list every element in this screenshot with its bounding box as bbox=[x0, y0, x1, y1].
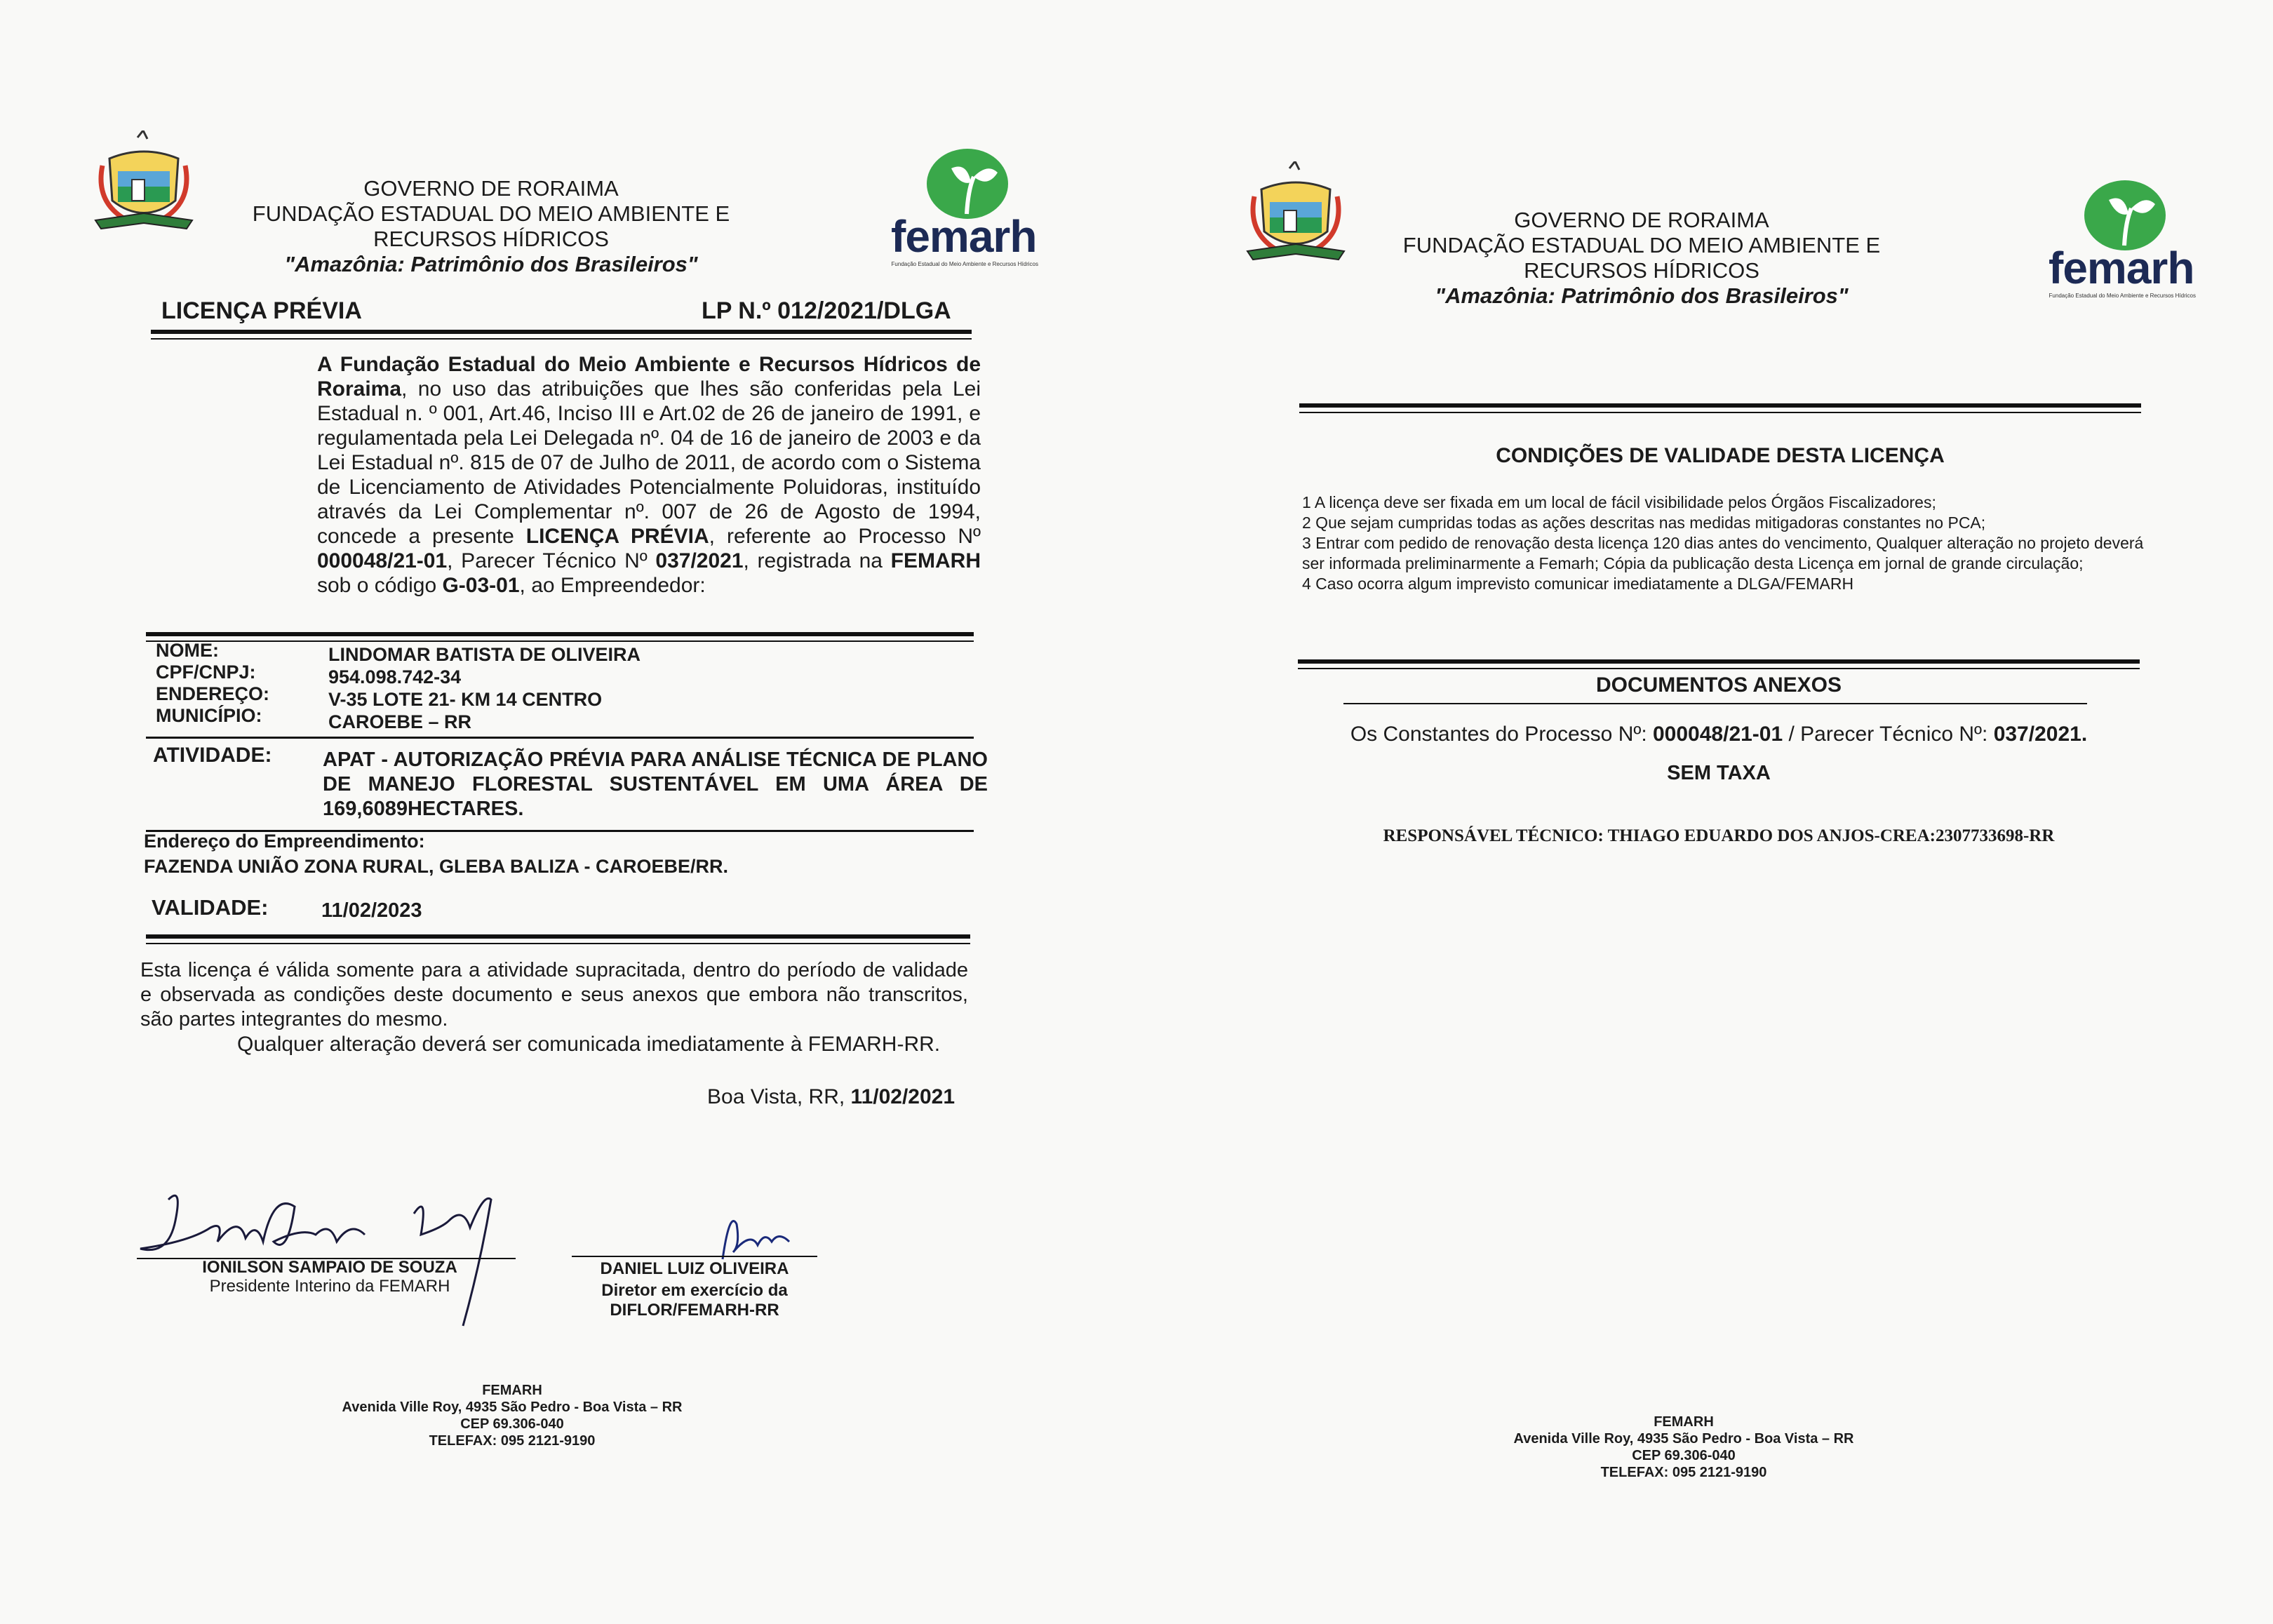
condition-item: 3 Entrar com pedido de renovação desta licença 120 dias antes do vencimento, Qualquer alteração no projeto deverá ser informada preliminarmente a Femarh; Cópia da publicação desta Licença em jornal de grande circulação; bbox=[1302, 534, 2144, 572]
intro-text-2: , referente ao Processo Nº bbox=[709, 525, 981, 548]
signature-2-name: DANIEL LUIZ OLIVEIRA bbox=[600, 1259, 789, 1278]
intro-text-6: , ao Empreendedor: bbox=[519, 574, 706, 597]
header-line-2: FUNDAÇÃO ESTADUAL DO MEIO AMBIENTE E bbox=[1402, 233, 1881, 257]
header-line-2: FUNDAÇÃO ESTADUAL DO MEIO AMBIENTE E bbox=[252, 201, 730, 226]
intro-text-5: sob o código bbox=[317, 574, 443, 597]
annex-pre: Os Constantes do Processo Nº: bbox=[1350, 723, 1653, 746]
intro-org: A Fundação Estadual do Meio Ambiente e Recursos Hídricos de Roraima bbox=[317, 353, 981, 401]
femarh-logo-text: femarh bbox=[891, 211, 1037, 262]
condition-item: 1 A licença deve ser fixada em um local de fácil visibilidade pelos Órgãos Fiscalizadores; bbox=[1302, 493, 1936, 511]
validity-text: Esta licença é válida somente para a atividade supracitada, dentro do período de validade e observada as condições deste documento e seus anexos que embora não transcritos, são partes integrantes do mesmo. bbox=[140, 959, 968, 1031]
intro-paragraph bbox=[317, 352, 981, 598]
validade-label: VALIDADE: bbox=[152, 895, 269, 920]
annex-parecer: 037/2021. bbox=[1993, 723, 2088, 746]
footer bbox=[1473, 1414, 1894, 1481]
footer bbox=[302, 1382, 723, 1449]
intro-text-1: , no uso das atribuições que lhes são conferidas pela Lei Estadual n. º 001, Art.46, Inciso III e Art.02 de 26 de janeiro de 1991, e regulamentada pela Lei Delegada nº. 04 de 16 de janeiro de 2003 e da Lei Estadual nº. 815 de 07 de Julho de 2011, de acordo com o Sistema de Licenciamento de Atividades Potencialmente Poluidoras, instituído através da Lei Complementar nº. 007 de 26 de Agosto de 1994, concede a presente bbox=[317, 377, 981, 548]
header-line-1: GOVERNO DE RORAIMA bbox=[363, 176, 619, 201]
footer-cep: CEP 69.306-040 bbox=[1632, 1448, 1736, 1463]
footer-org: FEMARH bbox=[482, 1383, 542, 1398]
atividade-label: ATIVIDADE: bbox=[153, 744, 272, 767]
conditions-list bbox=[1302, 492, 2151, 594]
annex-mid: / Parecer Técnico Nº: bbox=[1783, 723, 1994, 746]
condition-item: 4 Caso ocorra algum imprevisto comunicar imediatamente a DLGA/FEMARH bbox=[1302, 575, 1854, 593]
coat-of-arms-icon bbox=[88, 130, 199, 236]
annex-text bbox=[1284, 723, 2154, 746]
cpf-label: CPF/CNPJ: bbox=[156, 662, 256, 683]
intro-text-3: , Parecer Técnico Nº bbox=[447, 549, 656, 572]
footer-cep: CEP 69.306-040 bbox=[460, 1416, 564, 1432]
signature-1-name: IONILSON SAMPAIO DE SOUZA bbox=[202, 1258, 457, 1277]
header-motto: "Amazônia: Patrimônio dos Brasileiros" bbox=[284, 252, 698, 276]
header-line-3: RECURSOS HÍDRICOS bbox=[1524, 258, 1759, 283]
footer-org: FEMARH bbox=[1654, 1414, 1714, 1430]
femarh-logo-subtitle: Fundação Estadual do Meio Ambiente e Recursos Hídricos bbox=[891, 261, 1038, 267]
municipio-value: CAROEBE – RR bbox=[328, 711, 472, 732]
divider bbox=[146, 934, 970, 939]
signature-1-title: Presidente Interino da FEMARH bbox=[209, 1277, 450, 1296]
nome-value: LINDOMAR BATISTA DE OLIVEIRA bbox=[328, 644, 641, 665]
femarh-logo bbox=[2049, 179, 2196, 305]
femarh-logo-subtitle: Fundação Estadual do Meio Ambiente e Recursos Hídricos bbox=[2049, 293, 2196, 299]
doc-number: LP N.º 012/2021/DLGA bbox=[702, 297, 951, 324]
change-notice: Qualquer alteração deverá ser comunicada imediatamente à FEMARH-RR. bbox=[237, 1033, 941, 1056]
intro-parecer: 037/2021 bbox=[655, 549, 744, 572]
divider bbox=[146, 737, 974, 739]
signature-2-line bbox=[572, 1256, 817, 1257]
footer-address: Avenida Ville Roy, 4935 São Pedro - Boa Vista – RR bbox=[1513, 1431, 1854, 1447]
license-page-2 bbox=[1136, 0, 2273, 1624]
header-line-1: GOVERNO DE RORAIMA bbox=[1514, 208, 1769, 232]
intro-text-4: , registrada na bbox=[743, 549, 891, 572]
nome-label: NOME: bbox=[156, 640, 219, 661]
footer-phone: TELEFAX: 095 2121-9190 bbox=[429, 1433, 596, 1449]
endereco-value: V-35 LOTE 21- KM 14 CENTRO bbox=[328, 689, 603, 710]
municipio-label: MUNICÍPIO: bbox=[156, 705, 262, 726]
header-motto: "Amazônia: Patrimônio dos Brasileiros" bbox=[1435, 283, 1849, 308]
cpf-value: 954.098.742-34 bbox=[328, 666, 462, 687]
place-date bbox=[707, 1085, 955, 1109]
femarh-logo-text: femarh bbox=[2049, 243, 2194, 293]
annex-title: DOCUMENTOS ANEXOS bbox=[1595, 673, 1842, 697]
issue-date: 11/02/2021 bbox=[850, 1085, 956, 1108]
divider bbox=[146, 632, 974, 636]
endereco-label: ENDEREÇO: bbox=[156, 683, 270, 704]
validade-value: 11/02/2023 bbox=[321, 899, 422, 922]
femarh-logo bbox=[891, 147, 1038, 274]
place: Boa Vista, RR, bbox=[707, 1085, 851, 1108]
responsavel-tecnico: RESPONSÁVEL TÉCNICO: THIAGO EDUARDO DOS ANJOS-CREA:2307733698-RR bbox=[1383, 826, 2055, 845]
header-line-3: RECURSOS HÍDRICOS bbox=[373, 227, 609, 251]
divider bbox=[1343, 703, 2087, 704]
condition-item: 2 Que sejam cumpridas todas as ações descritas nas medidas mitigadoras constantes no PCA; bbox=[1302, 514, 1986, 532]
license-page-1 bbox=[0, 0, 1136, 1624]
footer-address: Avenida Ville Roy, 4935 São Pedro - Boa Vista – RR bbox=[342, 1400, 683, 1415]
sem-taxa: SEM TAXA bbox=[1667, 762, 1771, 784]
header-block bbox=[1361, 208, 1922, 309]
intro-process: 000048/21-01 bbox=[317, 549, 448, 572]
annex-process: 000048/21-01 bbox=[1653, 723, 1783, 746]
signature-2-title: Diretor em exercício da DIFLOR/FEMARH-RR bbox=[601, 1281, 788, 1320]
divider bbox=[151, 330, 972, 334]
atividade-value: APAT - AUTORIZAÇÃO PRÉVIA PARA ANÁLISE TÉCNICA DE PLANO DE MANEJO FLORESTAL SUSTENTÁVEL EM UMA ÁREA DE 169,6089HECTARES. bbox=[323, 749, 988, 820]
divider bbox=[1299, 403, 2141, 408]
intro-code: G-03-01 bbox=[442, 574, 520, 597]
doc-type: LICENÇA PRÉVIA bbox=[161, 297, 362, 324]
signature-1-scribble bbox=[133, 1179, 526, 1333]
divider bbox=[1298, 659, 2140, 664]
intro-femarh: FEMARH bbox=[890, 549, 981, 572]
conditions-title: CONDIÇÕES DE VALIDADE DESTA LICENÇA bbox=[1496, 444, 1945, 467]
femarh-leaf-icon bbox=[925, 147, 1010, 221]
empreendimento-value: FAZENDA UNIÃO ZONA RURAL, GLEBA BALIZA - CAROEBE/RR. bbox=[144, 856, 728, 877]
footer-phone: TELEFAX: 095 2121-9190 bbox=[1600, 1465, 1767, 1480]
header-block bbox=[210, 176, 772, 277]
empreendimento-label: Endereço do Empreendimento: bbox=[144, 831, 425, 852]
femarh-leaf-icon bbox=[2082, 179, 2168, 253]
coat-of-arms-icon bbox=[1240, 161, 1351, 267]
intro-lp: LICENÇA PRÉVIA bbox=[525, 525, 709, 548]
